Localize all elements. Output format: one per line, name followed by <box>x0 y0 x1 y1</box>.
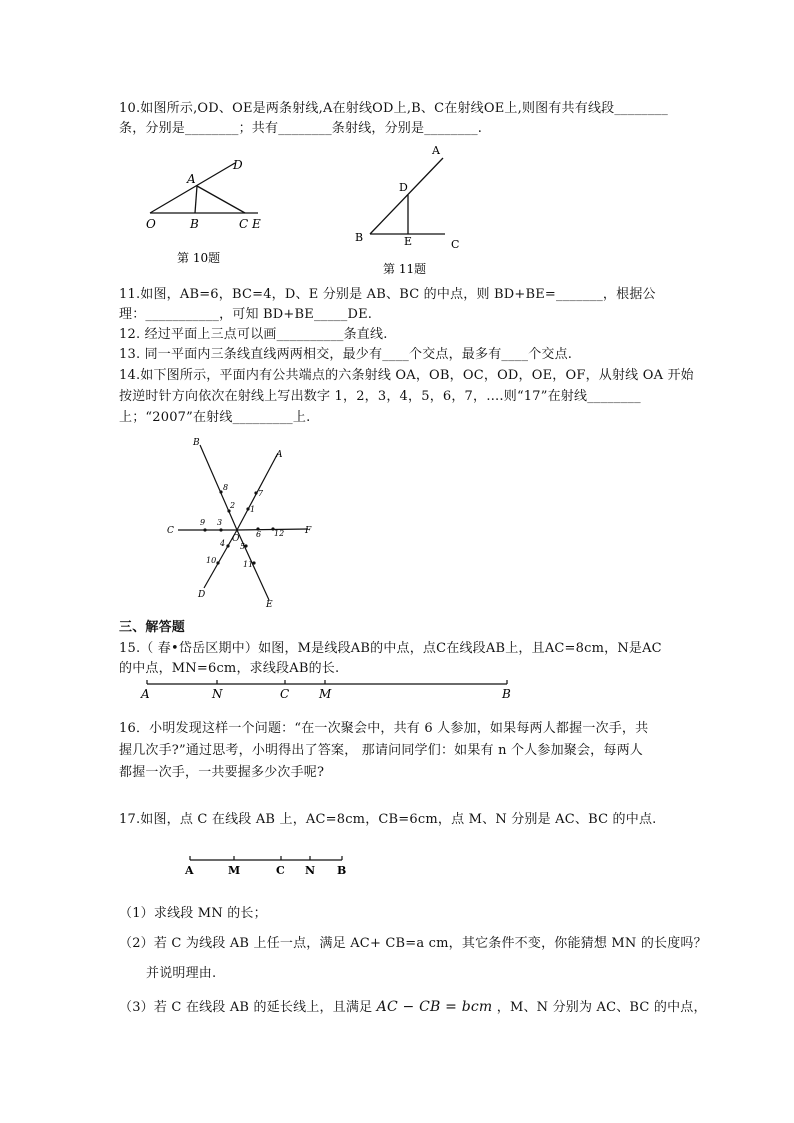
segment-ab <box>195 186 197 213</box>
ray-od <box>150 163 235 213</box>
label-d: D <box>198 590 206 600</box>
figure-10 <box>140 155 270 265</box>
q17-part2a: （2）若 C 为线段 AB 上任一点，满足 AC+ CB=a cm，其它条件不变，你能猜想 MN 的长度吗？ <box>119 936 707 951</box>
q16-line2: 握几次手?”通过思考，小明得出了答案， 那请问同学们：如果有 n 个人参加聚会，每两人 <box>119 743 643 758</box>
q17-part3-post: ，M、N 分别为 AC、BC 的中点， <box>496 1000 707 1015</box>
num-6: 6 <box>256 530 262 539</box>
q14-line3: 上；“2007”在射线_________上. <box>119 410 311 425</box>
label-a: A <box>276 450 283 460</box>
q17-part3 <box>119 999 707 1016</box>
num-2: 2 <box>230 501 236 510</box>
label-b: B <box>502 687 511 701</box>
caption-fig11: 第 11题 <box>383 262 427 276</box>
q11-line2: 理：___________，可知 BD+BE_____DE. <box>119 307 373 322</box>
q17-intro: 17.如图，点 C 在线段 AB 上，AC=8cm，CB=6cm，点 M、N 分别是 AC、BC 的中点. <box>119 812 657 827</box>
num-9: 9 <box>200 518 206 527</box>
num-10: 10 <box>206 556 217 565</box>
label-a: A <box>187 172 196 186</box>
num-8: 8 <box>223 483 229 492</box>
label-b: B <box>190 217 199 231</box>
label-e: E <box>266 600 273 610</box>
label-c: C <box>276 864 285 877</box>
num-1: 1 <box>250 505 256 514</box>
label-m: M <box>319 687 332 701</box>
q15-line2: 的中点，MN=6cm，求线段AB的长. <box>119 661 340 676</box>
label-o: O <box>232 534 240 544</box>
q16-line1: 16．小明发现这样一个问题：“在一次聚会中，共有 6 人参加，如果每两人都握一次手，共 <box>119 721 649 736</box>
num-5: 5 <box>240 542 246 551</box>
q17-part1: （1）求线段 MN 的长； <box>119 906 267 921</box>
num-4: 4 <box>220 539 226 548</box>
figure-11 <box>345 140 475 280</box>
caption-fig10: 第 10题 <box>177 251 221 265</box>
label-d: D <box>399 181 408 194</box>
ray-ba <box>370 158 443 234</box>
label-b: B <box>193 438 200 448</box>
q14-line2: 按逆时针方向依次在射线上写出数字 1，2，3，4，5，6，7，….则“17”在射线________ <box>119 389 641 404</box>
num-3: 3 <box>217 518 223 527</box>
label-e: E <box>404 235 413 248</box>
q17-part3-equation: AC − CB = bcm <box>376 999 493 1015</box>
q13-line: 13. 同一平面内三条线直线两两相交，最少有____个交点，最多有____个交点. <box>119 347 573 362</box>
label-n: N <box>305 864 316 877</box>
label-c: C <box>167 526 174 536</box>
q12-line: 12. 经过平面上三点可以画__________条直线. <box>119 327 388 342</box>
label-d: D <box>233 158 243 172</box>
figure-17 <box>180 852 360 880</box>
q17-part2b: 并说明理由. <box>146 966 217 981</box>
num-12: 12 <box>274 529 285 538</box>
q16-line3: 都握一次手，一共要握多少次手呢? <box>119 765 325 780</box>
num-11: 11 <box>243 560 254 569</box>
label-b: B <box>337 864 347 877</box>
label-o: O <box>146 217 156 231</box>
label-a: A <box>185 864 194 877</box>
q10-line1: 10.如图所示,OD、OE是两条射线,A在射线OD上,B、C在射线OE上,则图有共有线段________ <box>119 101 668 116</box>
label-f: F <box>305 526 312 536</box>
figure-14 <box>160 435 330 615</box>
label-c: C <box>280 687 290 701</box>
q15-line1: 15.（ 春•岱岳区期中）如图，M是线段AB的中点，点C在线段AB上，且AC=8cm，N是AC <box>119 641 662 656</box>
label-n: N <box>212 687 223 701</box>
figure-15 <box>135 676 525 702</box>
q10-line2: 条，分别是________；共有________条射线，分别是________. <box>119 121 483 136</box>
q14-line1: 14.如下图所示，平面内有公共端点的六条射线 OA，OB，OC，OD，OE，OF，从射线 OA 开始 <box>119 368 694 383</box>
section-title: 三、解答题 <box>119 620 186 635</box>
label-b: B <box>355 231 364 244</box>
label-ce: C E <box>239 217 261 231</box>
q17-part3-pre: （3）若 C 在线段 AB 的延长线上，且满足 <box>119 1000 373 1015</box>
segment-ac <box>197 186 245 213</box>
num-7: 7 <box>258 489 264 498</box>
label-a: A <box>141 687 150 701</box>
label-c: C <box>451 238 460 251</box>
label-a: A <box>432 144 440 157</box>
q11-line1: 11.如图，AB=6，BC=4，D、E 分别是 AB、BC 的中点，则 BD+BE=_______，根据公 <box>119 287 656 302</box>
label-m: M <box>228 864 241 877</box>
